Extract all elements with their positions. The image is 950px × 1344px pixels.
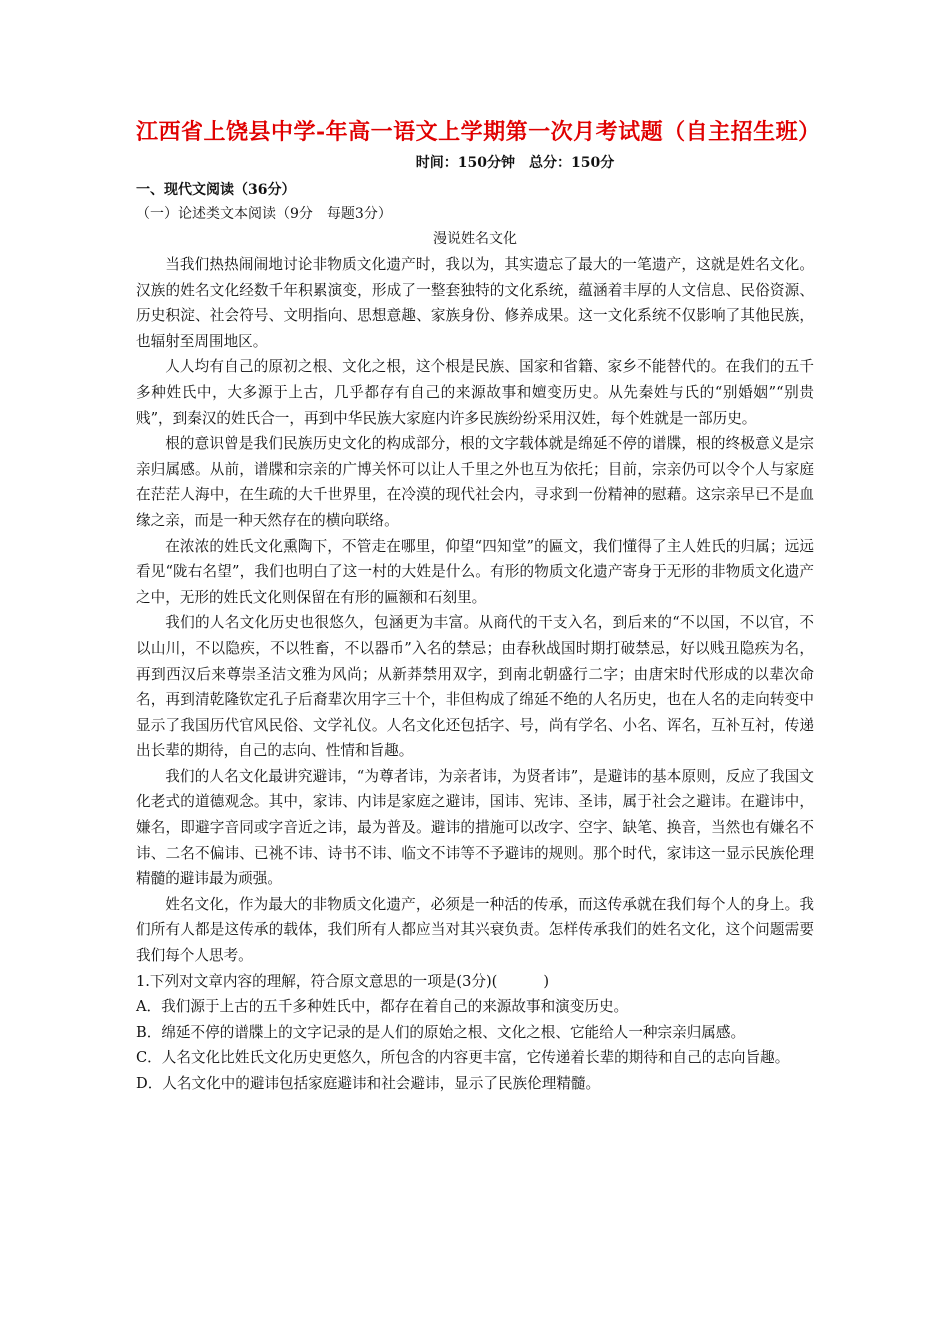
- article-paragraph-2: 人人均有自己的原初之根、文化之根，这个根是民族、国家和省籍、家乡不能替代的。在我们的五千多种姓氏中，大多源于上古，几乎都存有自己的来源故事和嬗变历史。从先秦姓与氏的“别婚姻”“别贵贱”，到秦汉的姓氏合一，再到中华民族大家庭内许多民族纷纷采用汉姓，每个姓就是一部历史。: [136, 358, 814, 427]
- article-paragraph-5: 我们的人名文化历史也很悠久，包涵更为丰富。从商代的干支入名，到后来的“不以国，不以官，不以山川，不以隐疾，不以牲畜，不以器币”入名的禁忌；由春秋战国时期打破禁忌，好以贱丑隐疾为名，再到西汉后来尊崇圣洁文雅为风尚；从新莽禁用双字，到南北朝盛行二字；由唐宋时代形成的以辈次命名，再到清乾隆钦定孔子后裔辈次用字三十个，非但构成了绵延不绝的人名历史，也在人名的走向转变中显示了我国历代官风民俗、文学礼仪。人名文化还包括字、号，尚有学名、小名、诨名，互补互衬，传递出长辈的期待，自己的志向、性情和旨趣。: [136, 614, 814, 760]
- article-title: 漫说姓名文化: [433, 231, 517, 247]
- exam-title: 江西省上饶县中学-年高一语文上学期第一次月考试题（自主招生班）: [136, 119, 821, 145]
- article-paragraph-7: 姓名文化，作为最大的非物质文化遗产，必须是一种活的传承，而这传承就在我们每个人的身上。我们所有人都是这传承的载体，我们所有人都应当对其兴衰负责。怎样传承我们的姓名文化，这个问题需要我们每个人思考。: [136, 895, 814, 965]
- article-paragraph-6: 我们的人名文化最讲究避讳，“为尊者讳，为亲者讳，为贤者讳”，是避讳的基本原则，反应了我国文化老式的道德观念。其中，家讳、内讳是家庭之避讳，国讳、宪讳、圣讳，属于社会之避讳。在避讳中，嫌名，即避字音同或字音近之讳，最为普及。避讳的措施可以改字、空字、缺笔、换音，当然也有嫌名不讳、二名不偏讳、已祧不讳、诗书不讳、临文不讳等不予避讳的规则。那个时代，家讳这一显示民族伦理精髓的避讳最为顽强。: [136, 767, 814, 888]
- option-b: B．绵延不停的谱牒上的文字记录的是人们的原始之根、文化之根、它能给人一种宗亲归属感。: [136, 1023, 746, 1041]
- subsection-heading: （一）论述类文本阅读（9分 每题3分）: [136, 206, 392, 222]
- exam-time-score: 时间：150分钟 总分：150分: [415, 155, 615, 171]
- article-paragraph-3: 根的意识曾是我们民族历史文化的构成部分，根的文字载体就是绵延不停的谱牒，根的终极意义是宗亲归属感。从前，谱牒和宗亲的广博关怀可以让人千里之外也互为依托；目前，宗亲仍可以令个人与家庭在茫茫人海中，在生疏的大千世界里，在冷漠的现代社会内，寻求到一份精神的慰藉。这宗亲早已不是血缘之亲，而是一种天然存在的横向联络。: [136, 435, 814, 529]
- question-stem-close: ): [543, 972, 550, 990]
- article-paragraph-1: 当我们热热闹闹地讨论非物质文化遗产时，我以为，其实遗忘了最大的一笔遗产，这就是姓名文化。汉族的姓名文化经数千年积累演变，形成了一整套独特的文化系统，蕴涵着丰厚的人文信息、民俗资源、历史积淀、社会符号、文明指向、思想意趣、家族身份、修养成果。这一文化系统不仅影响了其他民族，也辐射至周围地区。: [136, 256, 814, 350]
- option-a: A．我们源于上古的五千多种姓氏中，都存在着自己的来源故事和演变历史。: [136, 998, 629, 1016]
- section-heading: 一、现代文阅读（36分）: [136, 182, 296, 198]
- exam-page: [136, 118, 821, 1097]
- article-paragraph-4: 在浓浓的姓氏文化熏陶下，不管走在哪里，仰望“四知堂”的匾文，我们懂得了主人姓氏的归属；远远看见“陇右名望”，我们也明白了这一村的大姓是什么。有形的物质文化遗产寄身于无形的非物质文化遗产之中，无形的姓氏文化则保留在有形的匾额和石刻里。: [136, 537, 814, 606]
- question-1-stem: [136, 969, 814, 995]
- option-d: D．人名文化中的避讳包括家庭避讳和社会避讳，显示了民族伦理精髓。: [136, 1075, 601, 1092]
- option-c: C．人名文化比姓氏文化历史更悠久，所包含的内容更丰富，它传递着长辈的期待和自己的志向旨趣。: [136, 1049, 790, 1067]
- question-stem-text: 1.下列对文章内容的理解，符合原文意思的一项是(3分)(: [136, 972, 498, 990]
